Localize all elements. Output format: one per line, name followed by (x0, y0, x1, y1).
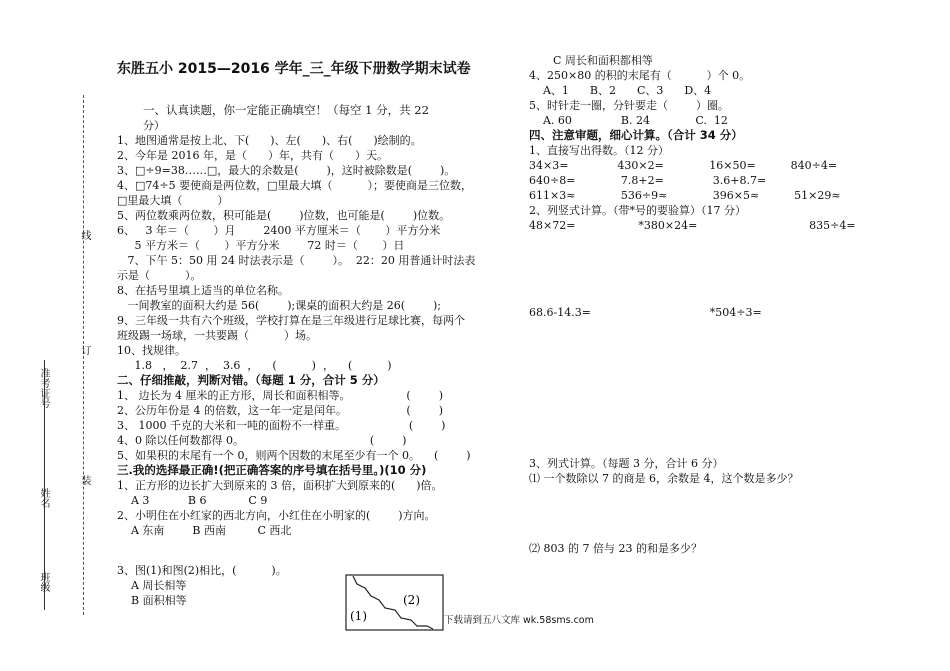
question-text: 6、 3 年＝（ ）月 2400 平方厘米＝（ ）平方分米 (117, 224, 441, 237)
choice-options: A. 60 B. 24 C. 12 (529, 114, 728, 127)
choice-options: A 东南 B 西南 C 西北 (117, 524, 292, 537)
question-text: 4、□74÷5 要使商是两位数，□里最大填（ ）；要使商是三位数， (117, 179, 472, 192)
margin-banji: 班级 (38, 572, 49, 592)
margin-zhuang: 装 (79, 475, 90, 485)
question-text: 示是（ ）。 (117, 269, 202, 282)
choice-options: C 周长和面积都相等 (553, 54, 653, 67)
section4-header: 四、注意审题，细心计算。（合计 34 分） (529, 128, 743, 142)
judge-item: 2、公历年份是 4 的倍数，这一年一定是闰年。 ( ) (117, 404, 443, 417)
figure-label-1: (1) (350, 609, 367, 623)
question-text: 1、地图通常是按上北、下( )、左( )、右( )绘制的。 (117, 134, 422, 147)
watermark: 下载请到五八文库 wk.58sms.com (444, 615, 594, 626)
section1-header: 一、认真读题，你一定能正确填空！（每空 1 分，共 22 (143, 103, 429, 117)
question-text: 班级踢一场球，一共要踢（ ）场。 (117, 329, 317, 342)
calc-row: 68.6-14.3= *504÷3= (529, 306, 762, 319)
calc-row: 611×3≈ 536÷9≈ 396×5≈ 51×29≈ (529, 189, 841, 202)
margin-ding: 订 (79, 345, 90, 355)
question-text: 7、下午 5：50 用 24 时法表示是（ ）。 22：20 用普通计时法表 (117, 254, 476, 267)
word-problem: ⑴ 一个数除以 7 的商是 6，余数是 4，这个数是多少？ (529, 472, 799, 485)
judge-item: 3、 1000 千克的大米和一吨的面粉不一样重。 ( ) (117, 419, 446, 432)
question-text: 5、两位数乘两位数，积可能是( )位数，也可能是( )位数。 (117, 209, 451, 222)
choice-options: A、1 B、2 C、3 D、4 (529, 84, 712, 97)
question-text: 一间教室的面积大约是 56( );课桌的面积大约是 26( ); (117, 299, 441, 312)
margin-zhunkao: 准考证号 (38, 368, 49, 408)
choice-options: A 3 B 6 C 9 (117, 494, 268, 507)
choice-question: 1、正方形的边长扩大到原来的 3 倍，面积扩大到原来的( )倍。 (117, 479, 443, 492)
calc-row: 640÷8= 7.8+2= 3.6+8.7= (529, 174, 767, 187)
question-text: 5 平方米＝（ ）平方分米 72 时＝（ ）日 (117, 239, 405, 252)
question-text: 1.8 ， 2.7 ， 3.6 ， ( ) ， ( ) (117, 359, 392, 372)
question-text: □里最大填（ ） (117, 194, 229, 207)
calc-subheader: 1、直接写出得数。（12 分） (529, 144, 669, 157)
figure-shapes (345, 574, 445, 632)
margin-xingming: 姓名 (38, 488, 49, 508)
question-text: 10、找规律。 (117, 344, 186, 357)
choice-options: A 周长相等 (117, 579, 187, 592)
binding-line (83, 95, 84, 615)
section3-header: 三.我的选择最正确!(把正确答案的序号填在括号里。)(10 分) (117, 463, 427, 477)
word-problem: ⑵ 803 的 7 倍与 23 的和是多少？ (529, 542, 702, 555)
judge-item: 5、如果积的末尾有一个 0，则两个因数的末尾至少有一个 0。 ( ) (117, 449, 471, 462)
question-text: 9、三年级一共有六个班级，学校打算在是三年级进行足球比赛，每两个 (117, 314, 465, 327)
question-text: 3、□÷9=38……□，最大的余数是( )，这时被除数是( )。 (117, 164, 456, 177)
choice-question: 3、图(1)和图(2)相比，( )。 (117, 564, 287, 577)
choice-options: B 面积相等 (117, 594, 187, 607)
page-title: 东胜五小 2015—2016 学年_三_年级下册数学期末试卷 (117, 61, 471, 77)
calc-row: 48×72= *380×24= 835÷4= (529, 219, 856, 232)
calc-subheader: 3、列式计算。（每题 3 分，合计 6 分） (529, 457, 724, 470)
section1-header-cont: 分） (143, 119, 165, 132)
figure-label-2: (2) (403, 593, 420, 607)
section2-header: 二、仔细推敲，判断对错。（每题 1 分，合计 5 分） (117, 373, 385, 387)
calc-subheader: 2、列竖式计算。（带*号的要验算）（17 分） (529, 204, 746, 217)
choice-question: 5、时针走一圈，分针要走（ ）圈。 (529, 99, 729, 112)
choice-question: 4、250×80 的积的末尾有（ ）个 0。 (529, 69, 751, 82)
calc-row: 34×3= 430×2= 16×50= 840÷4= (529, 159, 838, 172)
choice-question: 2、小明住在小红家的西北方向，小红住在小明家的( )方向。 (117, 509, 436, 522)
margin-xian: 线 (79, 230, 90, 240)
judge-item: 4、0 除以任何数都得 0。 ( ) (117, 434, 407, 447)
question-text: 2、今年是 2016 年，是（ ）年，共有（ ）天。 (117, 149, 388, 162)
question-text: 8、在括号里填上适当的单位名称。 (117, 284, 289, 297)
judge-item: 1、 边长为 4 厘米的正方形，周长和面积相等。 ( ) (117, 389, 443, 402)
